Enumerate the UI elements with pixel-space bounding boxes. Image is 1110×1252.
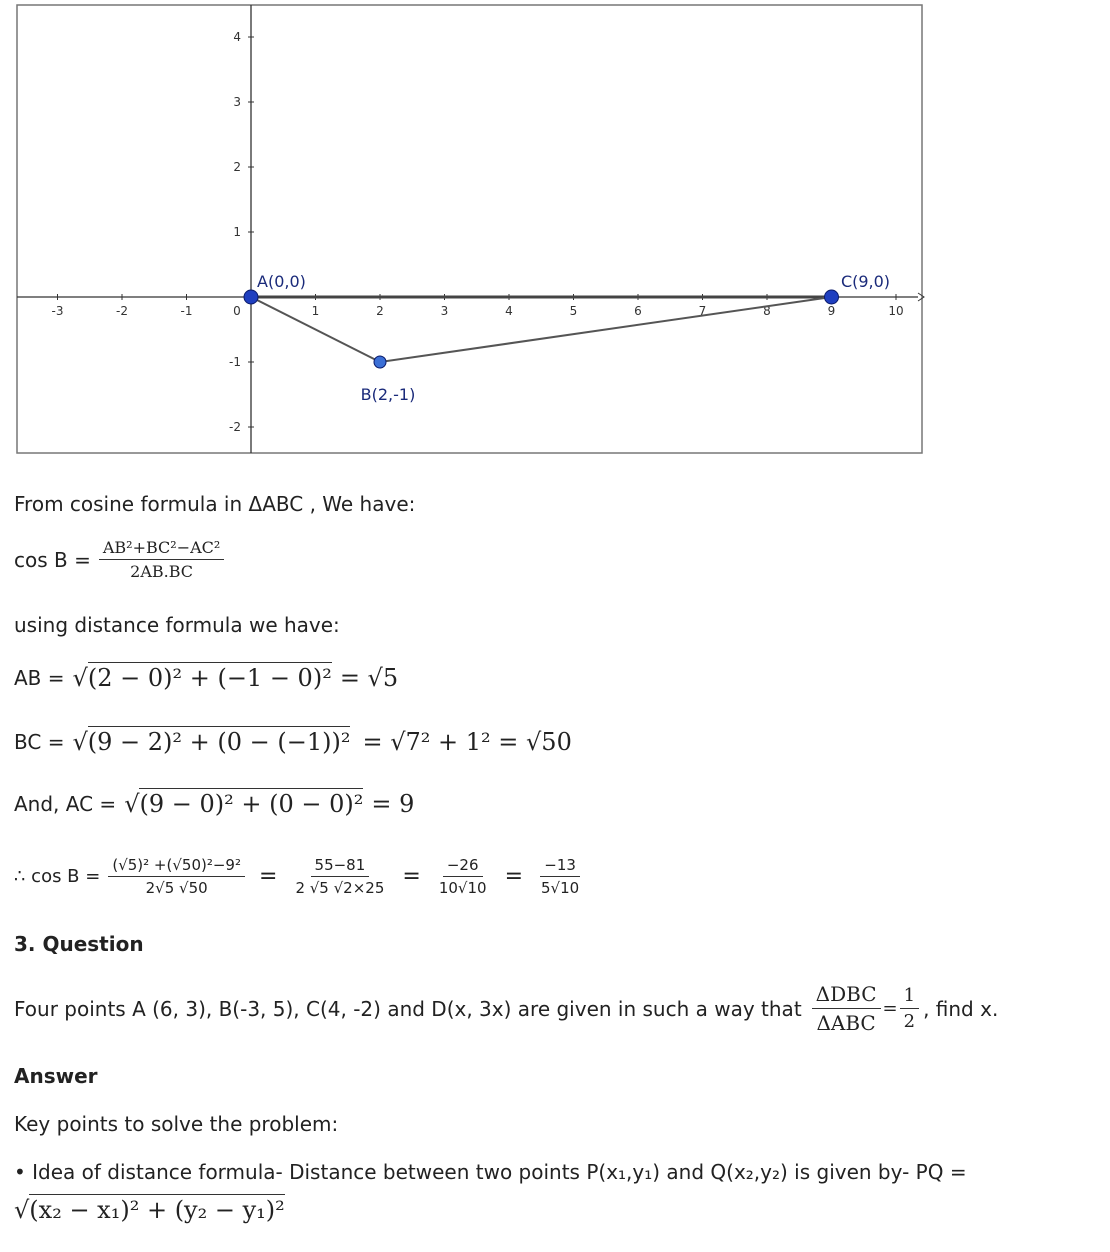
question-text: Four points A (6, 3), B(-3, 5), C(4, -2) and D(x, 3x) are given in such a way that <box>14 996 802 1021</box>
point-marker <box>244 290 258 304</box>
fraction-2-den: 2 √5 √2×25 <box>295 879 385 897</box>
distance-intro: using distance formula we have: <box>14 613 340 637</box>
bc-result: = √7² + 1² = √50 <box>362 728 572 756</box>
graph-frame <box>17 5 922 453</box>
half-fraction <box>900 985 919 1032</box>
x-tick-label: 5 <box>569 304 578 318</box>
point-label: C(9,0) <box>840 272 891 291</box>
therefore-label: ∴ cos B = <box>14 866 101 887</box>
bc-equation <box>14 728 572 756</box>
x-tick-label: 8 <box>763 304 771 318</box>
cosine-fraction <box>99 538 224 581</box>
fraction-4 <box>537 856 583 897</box>
point-label: B(2,-1) <box>360 385 416 404</box>
y-tick-label: 2 <box>233 160 241 174</box>
ab-equation <box>14 664 398 692</box>
fraction-1-num: (√5)² +(√50)²−9² <box>108 856 245 877</box>
cosB-computation <box>14 856 583 897</box>
fraction-1-den: 2√5 √50 <box>145 879 208 897</box>
y-tick-label: 4 <box>233 30 241 44</box>
half-denominator: 2 <box>903 1011 916 1032</box>
y-tick-label: -1 <box>229 355 241 369</box>
y-tick-label: -2 <box>229 420 241 434</box>
ab-radicand: (2 − 0)² + (−1 − 0)² <box>87 664 332 692</box>
fraction-2-num: 55−81 <box>311 856 370 877</box>
point-label: A(0,0) <box>257 272 306 291</box>
equals-sign: = <box>882 998 898 1019</box>
cosine-numerator: AB²+BC²−AC² <box>99 538 224 560</box>
x-tick-label: 0 <box>233 304 241 318</box>
y-tick-label: 1 <box>233 225 241 239</box>
x-tick-label: 6 <box>634 304 642 318</box>
bc-sqrt: √(9 − 2)² + (0 − (−1))² <box>72 728 351 756</box>
ab-label: AB = <box>14 666 65 690</box>
question-heading: 3. Question <box>14 932 144 956</box>
cosine-formula <box>14 538 224 581</box>
equals-sign: = <box>504 864 523 889</box>
ac-label: And, AC = <box>14 792 117 816</box>
answer-heading: Answer <box>14 1064 98 1088</box>
bc-radicand: (9 − 2)² + (0 − (−1))² <box>87 728 351 756</box>
graph-svg <box>0 0 930 462</box>
intro-text: From cosine formula in ΔABC , We have: <box>14 492 416 516</box>
half-numerator: 1 <box>900 985 919 1009</box>
point-marker <box>825 290 839 304</box>
x-tick-label: 9 <box>827 304 836 318</box>
fraction-3-num: −26 <box>443 856 483 877</box>
x-tick-label: 3 <box>440 304 449 318</box>
ratio-denominator: ΔABC <box>816 1011 876 1035</box>
fraction-1 <box>108 856 245 897</box>
equals-sign: = <box>402 864 421 889</box>
question-tail: , find x. <box>923 996 999 1021</box>
ac-result: = 9 <box>371 790 415 818</box>
x-tick-label: 1 <box>311 304 320 318</box>
equals-sign: = <box>259 864 278 889</box>
bullet-distance-formula: • Idea of distance formula- Distance between two points P(x₁,y₁) and Q(x₂,y₂) is given by- PQ = <box>14 1160 967 1184</box>
question-ratio <box>812 982 881 1035</box>
x-tick-label: 2 <box>376 304 384 318</box>
x-tick-label: -3 <box>51 304 64 318</box>
ab-result: = √5 <box>339 664 399 692</box>
fraction-2 <box>291 856 388 897</box>
x-tick-label: 7 <box>698 304 707 318</box>
ab-sqrt: √(2 − 0)² + (−1 − 0)² <box>72 664 332 692</box>
x-tick-label: -2 <box>116 304 128 318</box>
fraction-4-num: −13 <box>540 856 580 877</box>
x-tick-label: -1 <box>180 304 193 318</box>
cosine-denominator: 2AB.BC <box>130 562 194 581</box>
ac-equation <box>14 790 414 818</box>
ratio-numerator: ΔDBC <box>812 982 881 1009</box>
x-tick-label: 10 <box>888 304 904 318</box>
fraction-3-den: 10√10 <box>438 879 487 897</box>
point-marker <box>374 356 386 368</box>
coordinate-graph <box>0 0 930 462</box>
key-points-text: Key points to solve the problem: <box>14 1112 339 1136</box>
cosB-label: cos B = <box>14 547 91 572</box>
ac-radicand: (9 − 0)² + (0 − 0)² <box>139 790 364 818</box>
bc-label: BC = <box>14 730 65 754</box>
pq-formula: √(x₂ − x₁)² + (y₂ − y₁)² <box>14 1196 285 1224</box>
ac-sqrt: √(9 − 0)² + (0 − 0)² <box>124 790 364 818</box>
y-tick-label: 3 <box>233 95 241 109</box>
x-tick-label: 4 <box>505 304 513 318</box>
fraction-4-den: 5√10 <box>541 879 580 897</box>
pq-radicand: (x₂ − x₁)² + (y₂ − y₁)² <box>29 1196 285 1224</box>
question-text-line <box>14 982 998 1035</box>
fraction-3 <box>435 856 491 897</box>
